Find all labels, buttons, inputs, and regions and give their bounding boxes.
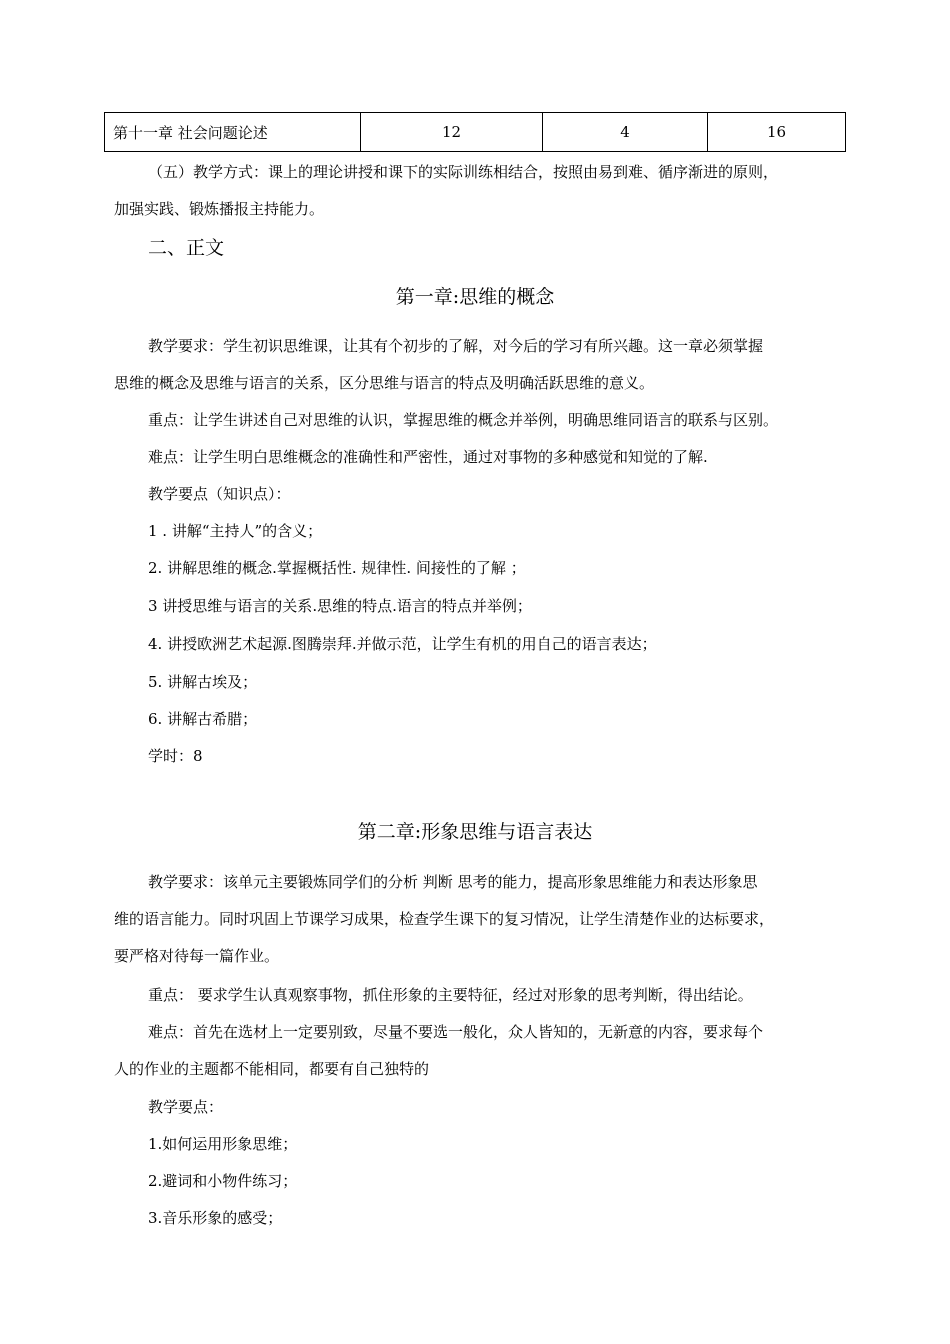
section-title: 二、正文 (148, 237, 225, 259)
chapter-2-point-1: 1.如何运用形象思维； (148, 1135, 298, 1153)
chapter-2-point-3: 3.音乐形象的感受； (148, 1209, 283, 1227)
chapter-1-point-4: 4. 讲授欧洲艺术起源.图腾崇拜.并做示范，让学生有机的用自己的语言表达； (148, 635, 657, 653)
chapter-2-requirement-line-1: 教学要求：该单元主要锻炼同学们的分析 判断 思考的能力，提高形象思维能力和表达形象思 (148, 873, 758, 891)
chapter-2-difficulty-line-2: 人的作业的主题都不能相同，都要有自己独特的 (114, 1060, 430, 1078)
chapter-1-requirement-line-2: 思维的概念及思维与语言的关系，区分思维与语言的特点及明确活跃思维的意义。 (114, 374, 655, 392)
chapter-1-title: 第一章:思维的概念 (395, 286, 555, 308)
chapter-2-title: 第二章:形象思维与语言表达 (357, 821, 593, 843)
chapter-1-point-1: 1 . 讲解“主持人”的含义； (148, 522, 323, 540)
teaching-method-line-1: （五）教学方式：课上的理论讲授和课下的实际训练相结合，按照由易到难、循序渐进的原则， (148, 163, 779, 181)
total-hours-cell: 16 (708, 113, 846, 152)
chapter-1-difficulty: 难点：让学生明白思维概念的准确性和严密性，通过对事物的多种感觉和知觉的了解. (148, 448, 708, 466)
chapter-1-point-5: 5. 讲解古埃及； (148, 673, 258, 691)
hours-table (104, 112, 846, 152)
chapter-1-hours: 学时：8 (148, 747, 203, 765)
chapter-2-requirement-line-3: 要严格对待每一篇作业。 (114, 947, 280, 965)
chapter-1-points-title: 教学要点（知识点）： (148, 485, 291, 503)
chapter-2-requirement-line-2: 维的语言能力。同时巩固上节课学习成果，检查学生课下的复习情况，让学生清楚作业的达标要求， (114, 910, 775, 928)
chapter-1-key-point: 重点：让学生讲述自己对思维的认识，掌握思维的概念并举例，明确思维同语言的联系与区别。 (148, 411, 779, 429)
practice-hours-cell: 4 (543, 113, 708, 152)
table-row (105, 113, 846, 152)
chapter-1-point-6: 6. 讲解古希腊； (148, 710, 258, 728)
chapter-2-point-2: 2.避词和小物件练习； (148, 1172, 298, 1190)
chapter-1-point-3: 3 讲授思维与语言的关系.思维的特点.语言的特点并举例； (148, 597, 532, 615)
chapter-cell: 第十一章 社会问题论述 (105, 113, 361, 152)
chapter-1-requirement-line-1: 教学要求：学生初识思维课，让其有个初步的了解，对今后的学习有所兴趣。这一章必须掌握 (148, 337, 764, 355)
teaching-method-line-2: 加强实践、锻炼播报主持能力。 (114, 200, 325, 218)
chapter-1-point-2: 2. 讲解思维的概念.掌握概括性. 规律性. 间接性的了解 ； (148, 559, 526, 577)
chapter-2-difficulty-line-1: 难点：首先在选材上一定要别致，尽量不要选一般化，众人皆知的，无新意的内容，要求每个 (148, 1023, 764, 1041)
chapter-2-points-title: 教学要点： (148, 1098, 224, 1116)
lecture-hours-cell: 12 (361, 113, 543, 152)
chapter-2-key-point: 重点： 要求学生认真观察事物，抓住形象的主要特征，经过对形象的思考判断，得出结论。 (148, 986, 753, 1004)
